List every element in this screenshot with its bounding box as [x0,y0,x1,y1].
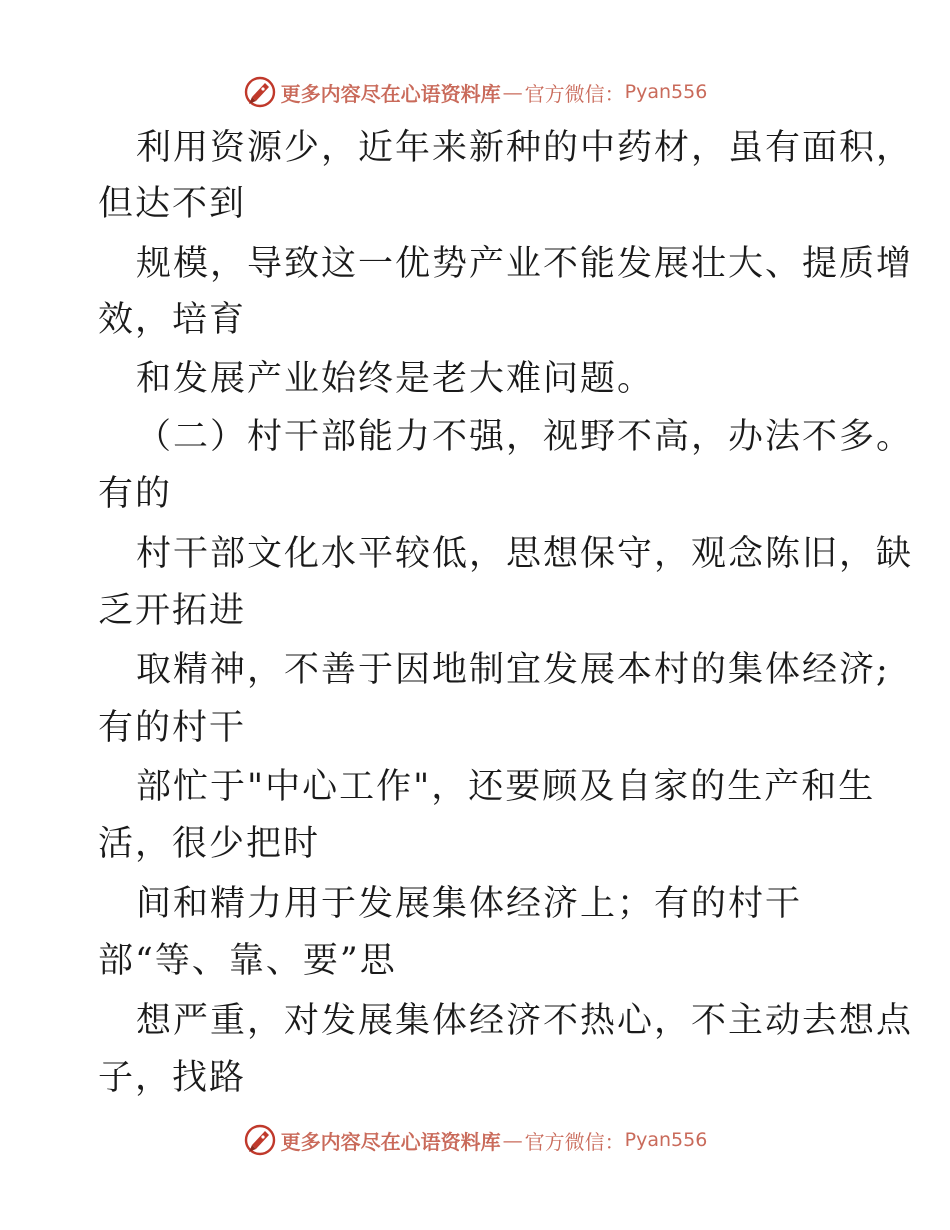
banner-separator: — [502,1128,523,1152]
body-line: 部“等、靠、要”思 [98,941,397,981]
body-line: 取精神，不善于因地制宜发展本村的集体经济; [136,650,890,690]
body-line: 有的村干 [98,708,247,748]
banner-wechat-label: 官方微信： [524,1129,625,1154]
body-line: 利用资源少，近年来新种的中药材，虽有面积， [136,128,914,168]
footer-banner [0,1120,950,1160]
section-heading-line: （二）村干部能力不强，视野不高，办法不多。 [136,417,914,457]
body-line: 子，找路 [98,1058,247,1098]
body-line: 想严重，对发展集体经济不热心，不主动去想点 [136,1001,914,1041]
banner-separator: — [502,80,523,104]
body-line: 规模，导致这一优势产业不能发展壮大、提质增 [136,244,914,284]
banner-title: 更多内容尽在心语资料库 [280,1129,501,1154]
banner-title: 更多内容尽在心语资料库 [280,81,501,106]
body-line: 但达不到 [98,184,247,224]
banner-wechat-id: Pyan556 [624,1129,708,1151]
pen-logo-icon [243,1123,277,1157]
body-line: 效，培育 [98,300,247,340]
body-line: 活，很少把时 [98,824,321,864]
pen-logo-icon [243,75,277,109]
body-line: 和发展产业始终是老大难问题。 [136,359,655,399]
body-line: 部忙于"中心工作"，还要顾及自家的生产和生 [136,767,876,807]
body-line: 有的 [98,474,173,514]
body-line: 村干部文化水平较低，思想保守，观念陈旧，缺 [136,534,914,574]
banner-wechat-label: 官方微信： [524,81,625,106]
banner-wechat-id: Pyan556 [624,81,708,103]
body-line: 间和精力用于发展集体经济上；有的村干 [136,884,803,924]
body-line: 乏开拓进 [98,591,247,631]
header-banner [0,72,950,112]
